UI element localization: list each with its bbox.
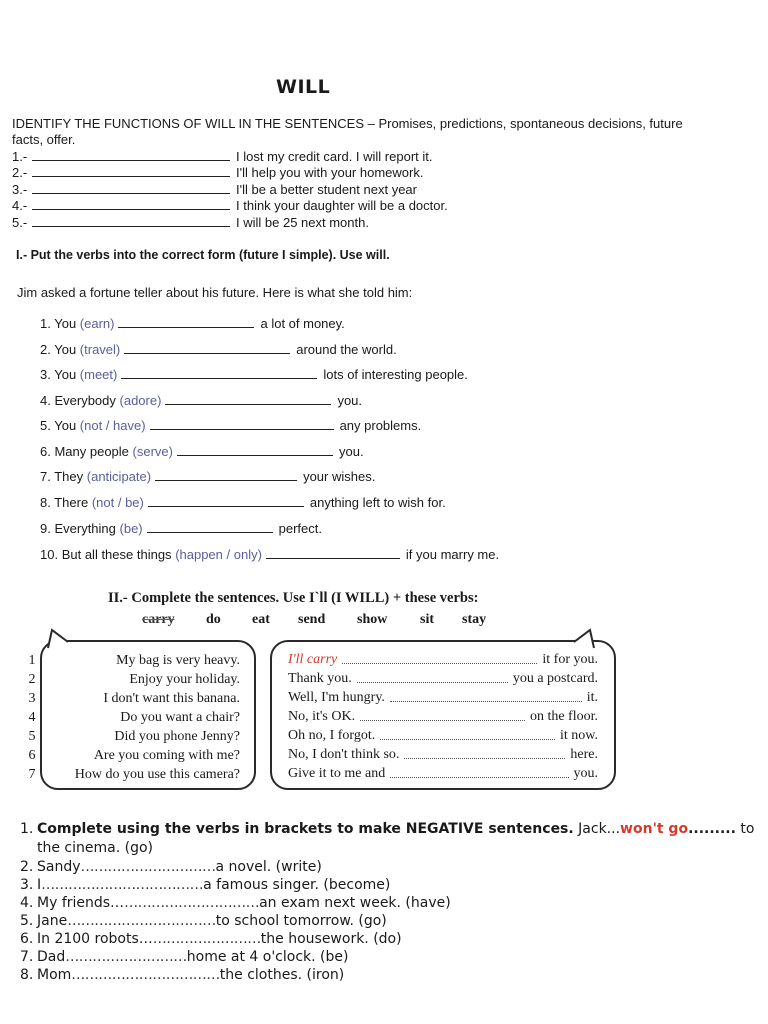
row-number: 7 xyxy=(28,767,36,782)
exercise-item xyxy=(40,444,364,459)
answer-dots[interactable]: …………………………… xyxy=(71,967,220,983)
item-rest: any problems. xyxy=(339,418,422,433)
exercise-item xyxy=(40,342,397,357)
exercise-item xyxy=(40,469,375,484)
negative-item xyxy=(20,877,390,893)
response-end: you. xyxy=(573,766,598,781)
exercise-item xyxy=(40,418,421,433)
verb-send: send xyxy=(298,612,326,627)
item-subject: Everybody xyxy=(54,393,116,408)
verb-show: show xyxy=(357,612,388,627)
item-sentence: I think your daughter will be a doctor. xyxy=(236,198,448,213)
negative-item xyxy=(20,949,348,965)
answer-line[interactable] xyxy=(390,701,582,702)
answer-blank[interactable] xyxy=(121,367,317,379)
response-start: Give it to me and xyxy=(288,766,386,781)
bubble-right-response xyxy=(288,650,598,668)
item-subject: Many people xyxy=(54,444,129,459)
item-number: 9. xyxy=(40,521,51,536)
example-dots: ......... xyxy=(688,821,736,837)
identify-item xyxy=(12,182,417,198)
negative-item xyxy=(20,967,344,983)
item-rest: the clothes. (iron) xyxy=(219,967,345,983)
answer-blank[interactable] xyxy=(147,521,273,533)
item-subject: But all these things xyxy=(61,547,172,562)
item-rest: a novel. (write) xyxy=(215,859,322,875)
item-verb: (anticipate) xyxy=(86,469,152,484)
item-subject: You xyxy=(54,418,77,433)
response-start: No, I don't think so. xyxy=(288,747,400,762)
answer-dots[interactable]: …………………… xyxy=(152,931,261,947)
answer-line[interactable] xyxy=(357,682,508,683)
item-verb: (adore) xyxy=(119,393,162,408)
negative-instruction: Complete using the verbs in brackets to make NEGATIVE sentences. xyxy=(37,821,574,837)
answer-blank[interactable] xyxy=(32,150,230,161)
bubble-left-sentence: Do you want a chair? xyxy=(120,710,240,725)
section1-heading: I.- Put the verbs into the correct form (future I simple). Use will. xyxy=(16,248,390,262)
item-number: 4. xyxy=(40,393,51,408)
bubble-right-response xyxy=(288,707,598,725)
example-start: Jack... xyxy=(573,821,621,837)
section2-heading: II.- Complete the sentences. Use I`ll (I WILL) + these verbs: xyxy=(108,590,479,606)
exercise-item xyxy=(40,495,446,510)
answer-blank[interactable] xyxy=(124,342,290,354)
item-number: 3. xyxy=(40,367,51,382)
item-rest: a lot of money. xyxy=(260,316,345,331)
verb-sit: sit xyxy=(420,612,434,627)
negative-item xyxy=(20,821,754,837)
negative-item xyxy=(20,931,402,947)
item-subject: You xyxy=(54,367,77,382)
exercise-item xyxy=(40,393,362,408)
item-subject: Jane xyxy=(37,913,68,929)
item-subject: Everything xyxy=(54,521,116,536)
bubble-right-response xyxy=(288,745,598,763)
item-rest: perfect. xyxy=(278,521,322,536)
answer-blank[interactable] xyxy=(118,316,254,328)
row-number: 1 xyxy=(28,653,36,668)
item-number: 1. xyxy=(20,821,34,837)
identify-item xyxy=(12,215,369,231)
response-start: Oh no, I forgot. xyxy=(288,728,376,743)
item-verb: (happen / only) xyxy=(175,547,262,562)
item-rest: the housework. (do) xyxy=(260,931,402,947)
answer-dots[interactable]: …………………………… xyxy=(67,913,216,929)
bubble-left-sentence: My bag is very heavy. xyxy=(116,653,240,668)
response-end: on the floor. xyxy=(529,709,598,724)
item-verb: (not / be) xyxy=(91,495,144,510)
row-number: 5 xyxy=(28,729,36,744)
answer-blank[interactable] xyxy=(177,444,333,456)
item-rest: around the world. xyxy=(296,342,397,357)
response-end: it now. xyxy=(560,728,598,743)
item-rest: anything left to wish for. xyxy=(309,495,446,510)
verb-do: do xyxy=(206,612,221,627)
item-number: 6. xyxy=(40,444,51,459)
item-number: 4. xyxy=(20,895,34,911)
answer-blank[interactable] xyxy=(32,183,230,194)
verb-carry-text: carry xyxy=(142,612,175,627)
right-bubble-tail xyxy=(566,626,606,650)
bubble-right-response xyxy=(288,726,598,744)
item-subject: I xyxy=(37,877,42,893)
bubble-right-response xyxy=(288,688,598,706)
item-rest: an exam next week. (have) xyxy=(259,895,451,911)
response-start: Thank you. xyxy=(288,671,352,686)
item-number: 1. xyxy=(40,316,51,331)
bubble-left-sentence: Enjoy your holiday. xyxy=(129,672,240,687)
verb-eat: eat xyxy=(252,612,270,627)
exercise-item xyxy=(40,521,322,536)
negative-item xyxy=(20,859,322,875)
item-number: 2.- xyxy=(12,165,28,180)
item-rest: to school tomorrow. (go) xyxy=(215,913,387,929)
answer-blank[interactable] xyxy=(32,166,230,177)
item-sentence: I'll be a better student next year xyxy=(236,182,417,197)
item-rest: lots of interesting people. xyxy=(323,367,468,382)
response-end: here. xyxy=(570,747,598,762)
answer-blank[interactable] xyxy=(150,418,334,430)
item-sentence: I will be 25 next month. xyxy=(236,215,369,230)
answer-blank[interactable] xyxy=(32,199,230,210)
item-number: 1.- xyxy=(12,149,28,164)
answer-dots[interactable]: ……………………………… xyxy=(41,877,204,893)
left-bubble-tail xyxy=(38,626,78,650)
item-number: 2. xyxy=(40,342,51,357)
answer-blank[interactable] xyxy=(266,547,400,559)
item-rest: you. xyxy=(339,444,364,459)
item-rest: home at 4 o'clock. (be) xyxy=(186,949,349,965)
example-answer: won't go xyxy=(620,821,689,837)
item-subject: Sandy xyxy=(37,859,81,875)
handwritten-answer: I'll carry xyxy=(288,652,338,667)
response-end: it. xyxy=(586,690,598,705)
item-subject: My friends… xyxy=(37,895,125,911)
page-title: WILL xyxy=(276,76,331,98)
item-rest: if you marry me. xyxy=(405,547,500,562)
item-number: 5. xyxy=(20,913,34,929)
item-rest: a famous singer. (become) xyxy=(203,877,391,893)
item-verb: (not / have) xyxy=(79,418,146,433)
answer-line[interactable] xyxy=(404,758,565,759)
identify-item xyxy=(12,149,433,165)
item-subject: You xyxy=(54,342,77,357)
answer-line[interactable] xyxy=(390,777,568,778)
row-number: 3 xyxy=(28,691,36,706)
bubble-left-sentence: Did you phone Jenny? xyxy=(114,729,240,744)
item-number: 3.- xyxy=(12,182,28,197)
identify-instruction-line1: IDENTIFY THE FUNCTIONS OF WILL IN THE SENTENCES – Promises, predictions, spontaneous decisions, future xyxy=(12,116,683,131)
answer-blank[interactable] xyxy=(32,216,230,227)
item-verb: (meet) xyxy=(79,367,118,382)
item-rest: your wishes. xyxy=(303,469,376,484)
item-subject: Mom xyxy=(37,967,72,983)
bubble-left-sentence: I don't want this banana. xyxy=(103,691,240,706)
verb-stay: stay xyxy=(462,612,487,627)
identify-item xyxy=(12,165,423,181)
item-number: 8. xyxy=(40,495,51,510)
answer-line[interactable] xyxy=(380,739,555,740)
answer-blank[interactable] xyxy=(155,469,297,481)
answer-dots[interactable]: ……………………… xyxy=(65,949,187,965)
item-number: 3. xyxy=(20,877,34,893)
item-verb: (earn) xyxy=(79,316,115,331)
item-subject: They xyxy=(54,469,84,484)
item-verb: (travel) xyxy=(79,342,121,357)
item-verb: (be) xyxy=(119,521,143,536)
bubble-right-response xyxy=(288,669,598,687)
item-number: 8. xyxy=(20,967,34,983)
item-number: 4.- xyxy=(12,198,28,213)
item-number: 6. xyxy=(20,931,34,947)
item-number: 5. xyxy=(40,418,51,433)
bubble-left-sentence: How do you use this camera? xyxy=(74,767,240,782)
item-sentence: I lost my credit card. I will report it. xyxy=(236,149,433,164)
negative-item-continuation: the cinema. (go) xyxy=(37,840,153,856)
item-number: 7. xyxy=(20,949,34,965)
answer-dots[interactable]: ………………………… xyxy=(80,859,216,875)
item-number: 5.- xyxy=(12,215,28,230)
verb-carry xyxy=(142,612,175,628)
item-verb: (serve) xyxy=(132,444,173,459)
exercise-item xyxy=(40,367,468,382)
item-subject: You xyxy=(54,316,77,331)
item-subject: In 2100 robots… xyxy=(37,931,153,947)
row-number: 2 xyxy=(28,672,36,687)
item-number: 2. xyxy=(20,859,34,875)
answer-blank[interactable] xyxy=(165,393,331,405)
response-start: Well, I'm hungry. xyxy=(288,690,385,705)
row-number: 6 xyxy=(28,748,36,763)
bubble-right-response xyxy=(288,764,598,782)
response-start: No, it's OK. xyxy=(288,709,356,724)
answer-dots[interactable]: ………………………… xyxy=(124,895,260,911)
example-end: to xyxy=(735,821,755,837)
exercise-item xyxy=(40,547,499,562)
item-rest: you. xyxy=(337,393,363,408)
answer-line[interactable] xyxy=(342,663,537,664)
section1-intro: Jim asked a fortune teller about his future. Here is what she told him: xyxy=(17,285,413,300)
answer-blank[interactable] xyxy=(148,495,304,507)
exercise-item xyxy=(40,316,345,331)
identify-item xyxy=(12,198,448,214)
item-subject: Dad xyxy=(37,949,66,965)
item-number: 10. xyxy=(40,547,59,562)
item-number: 7. xyxy=(40,469,51,484)
identify-instruction-line2: facts, offer. xyxy=(12,132,76,147)
bubble-left-sentence: Are you coming with me? xyxy=(93,748,240,763)
answer-line[interactable] xyxy=(360,720,525,721)
item-sentence: I'll help you with your homework. xyxy=(236,165,424,180)
response-end: it for you. xyxy=(542,652,598,667)
negative-item xyxy=(20,913,387,929)
item-subject: There xyxy=(54,495,89,510)
negative-item xyxy=(20,895,451,911)
row-number: 4 xyxy=(28,710,36,725)
response-end: you a postcard. xyxy=(512,671,598,686)
